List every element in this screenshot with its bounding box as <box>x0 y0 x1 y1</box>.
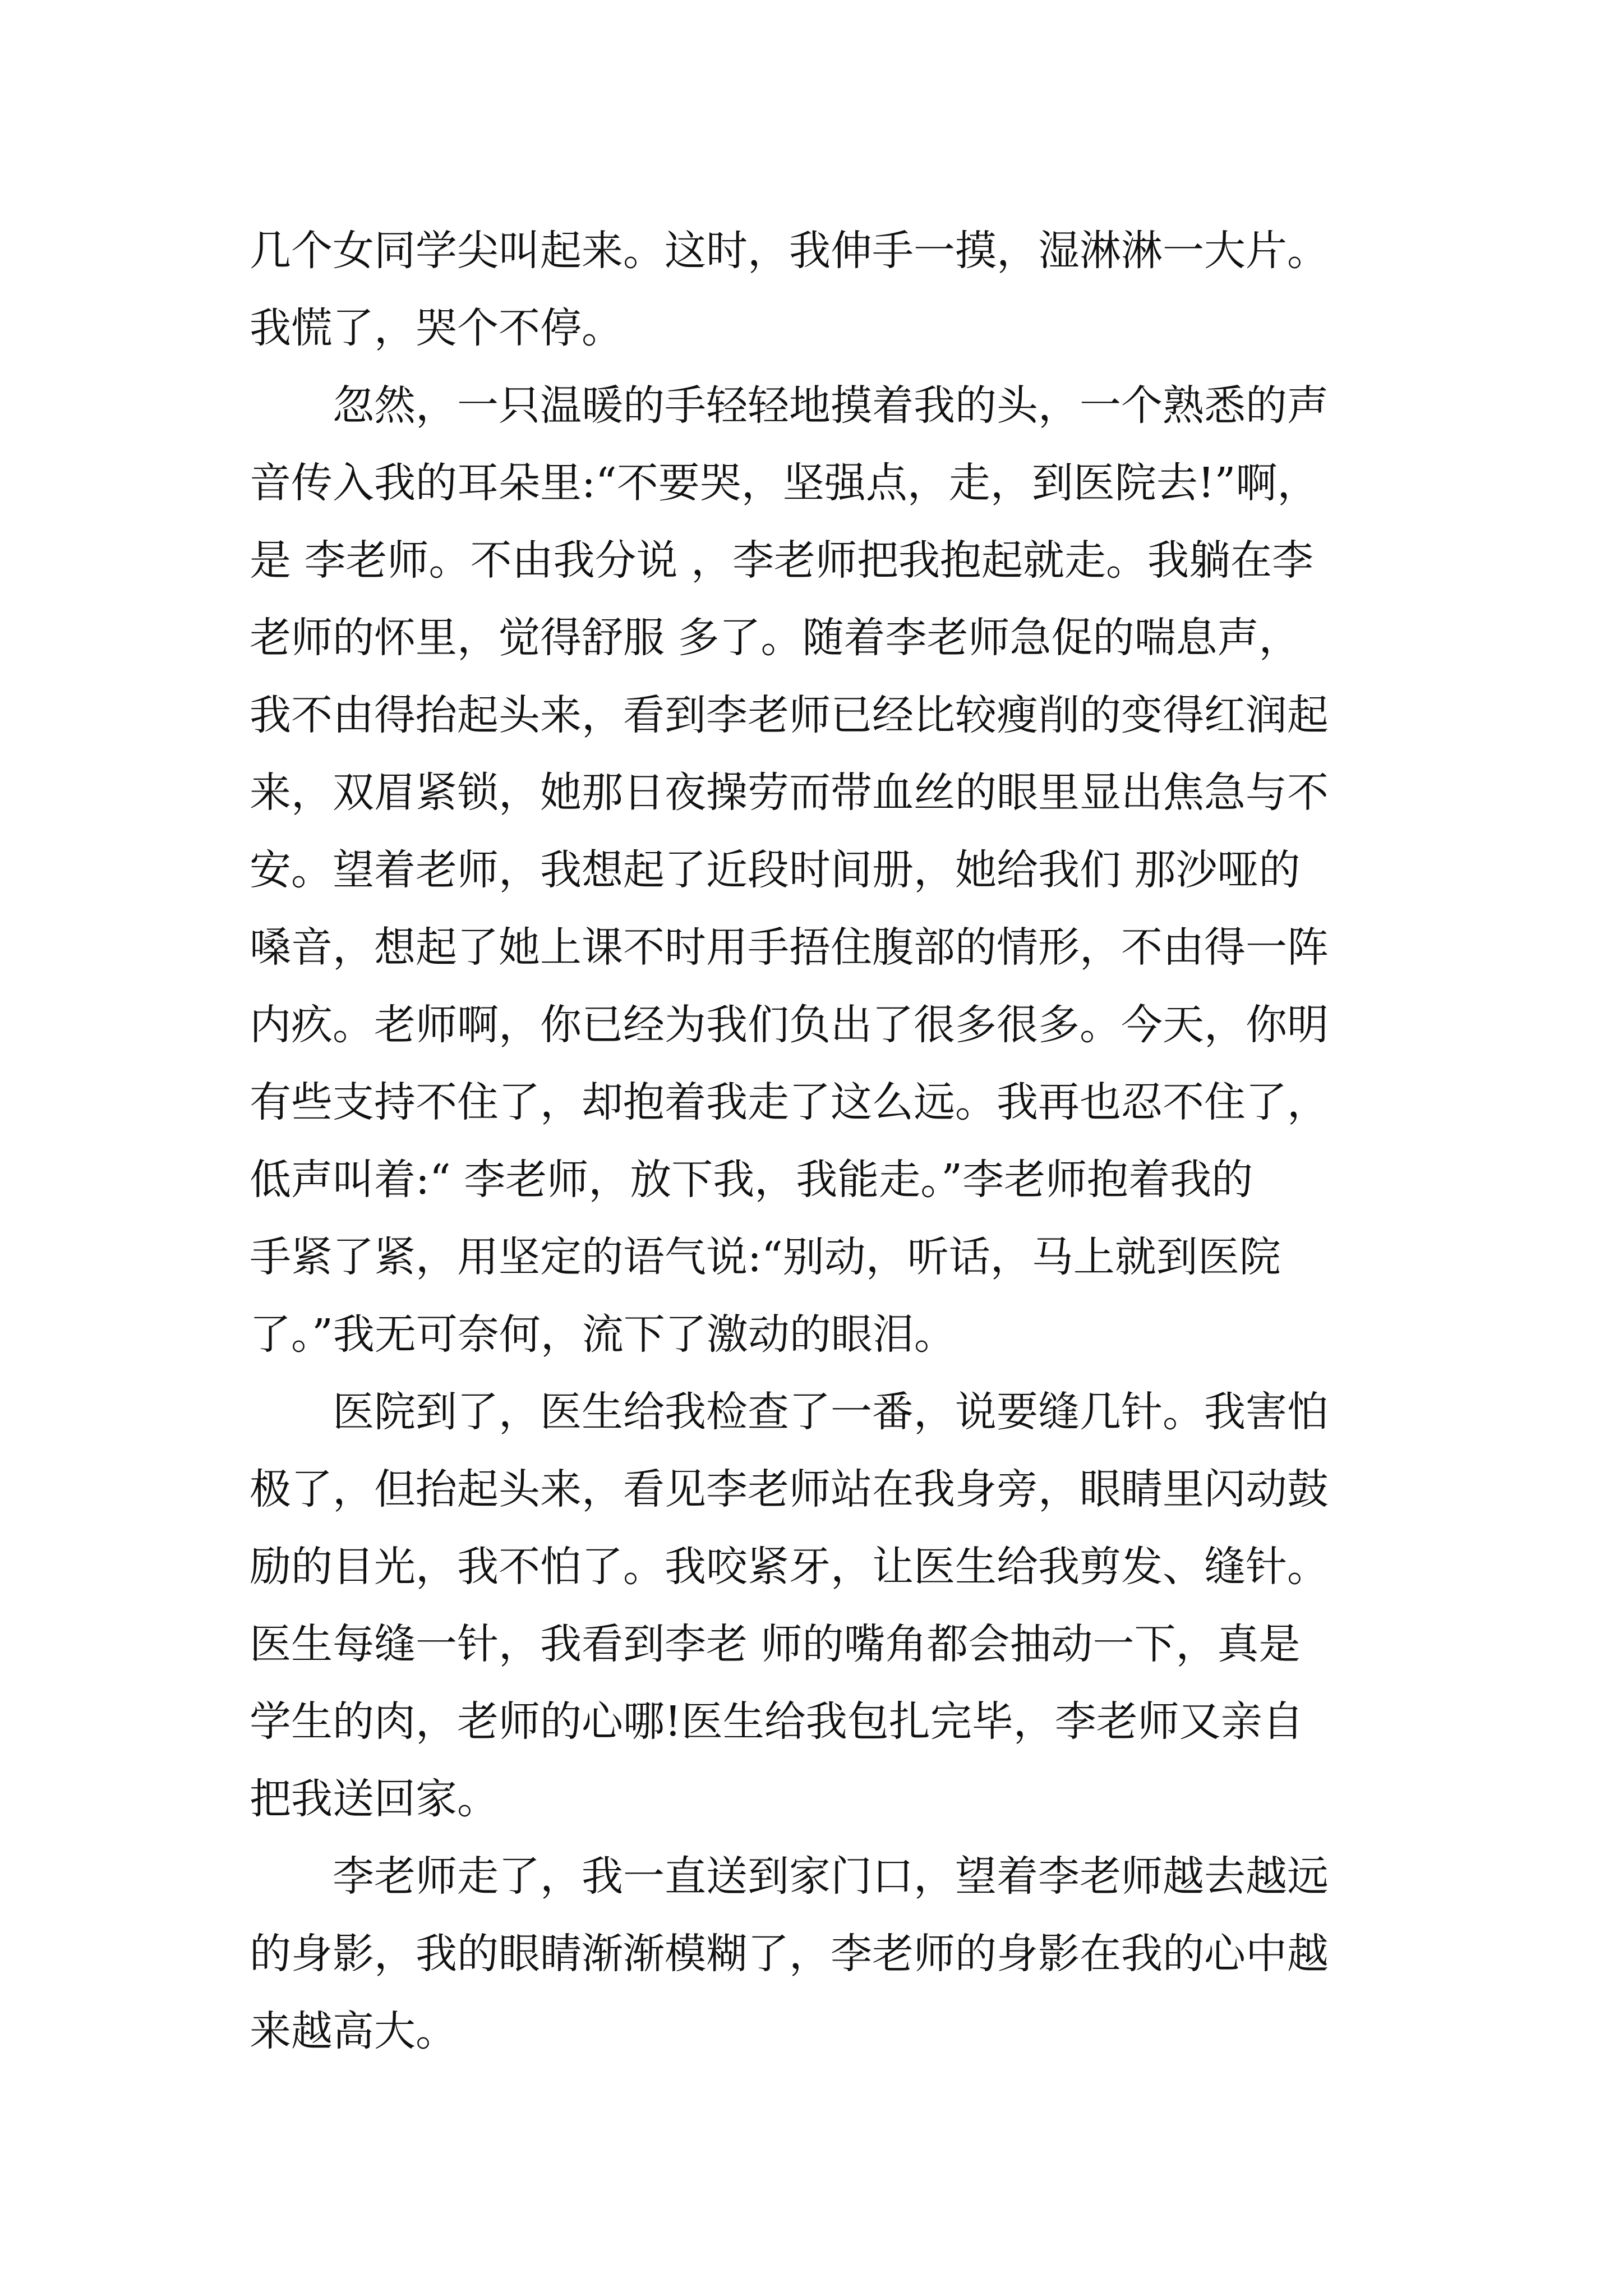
text-line: 是 李老师。不由我分说 ，李老师把我抱起就走。我躺在李 <box>250 536 1314 585</box>
text-line: 极了，但抬起头来，看见李老师站在我身旁，眼睛里闪动鼓 <box>250 1465 1329 1513</box>
text-line: 医生每缝一针，我看到李老 师的嘴角都会抽动一下，真是 <box>250 1620 1301 1668</box>
text-line: 励的目光，我不怕了。我咬紧牙，让医生给我剪发、缝针。 <box>250 1543 1329 1591</box>
document-body <box>250 212 1388 2070</box>
text-line: 李老师走了，我一直送到家门口，望着李老师越去越远 <box>250 1852 1329 1901</box>
text-line: 了。”我无可奈何，流下了激动的眼泪。 <box>250 1310 956 1359</box>
text-line: 我慌了，哭个不停。 <box>250 304 623 352</box>
text-line: 把我送回家。 <box>250 1775 499 1823</box>
text-line: 安。望着老师，我想起了近段时间册，她给我们 那沙哑的 <box>250 846 1301 894</box>
text-line: 老师的怀里，觉得舒服 多了。随着李老师急促的喘息声， <box>250 614 1301 662</box>
text-line: 手紧了紧，用坚定的语气说:“别动，听话，马上就到医院 <box>250 1233 1281 1281</box>
text-line: 嗓音，想起了她上课不时用手捂住腹部的情形，不由得一阵 <box>250 923 1329 972</box>
text-line: 来越高大。 <box>250 2007 457 2055</box>
text-line: 有些支持不住了，却抱着我走了这么远。我再也忍不住了， <box>250 1078 1329 1126</box>
text-line: 几个女同学尖叫起来。这时，我伸手一摸，湿淋淋一大片。 <box>250 227 1329 275</box>
text-line: 医院到了，医生给我检查了一番，说要缝几针。我害怕 <box>250 1388 1329 1436</box>
text-line: 忽然，一只温暖的手轻轻地摸着我的头，一个熟悉的声 <box>250 381 1329 430</box>
text-line: 我不由得抬起头来，看到李老师已经比较瘦削的变得红润起 <box>250 691 1329 739</box>
text-line: 低声叫着:“ 李老师，放下我，我能走。”李老师抱着我的 <box>250 1156 1253 1204</box>
text-line: 学生的肉，老师的心哪!医生给我包扎完毕，李老师又亲自 <box>250 1697 1304 1746</box>
text-line: 内疚。老师啊，你已经为我们负出了很多很多。今天，你明 <box>250 1001 1329 1049</box>
text-line: 来，双眉紧锁，她那日夜操劳而带血丝的眼里显出焦急与不 <box>250 769 1329 817</box>
text-line: 的身影，我的眼睛渐渐模糊了，李老师的身影在我的心中越 <box>250 1930 1329 1978</box>
text-line: 音传入我的耳朵里:“不要哭，坚强点，走，到医院去!”啊， <box>250 459 1319 507</box>
